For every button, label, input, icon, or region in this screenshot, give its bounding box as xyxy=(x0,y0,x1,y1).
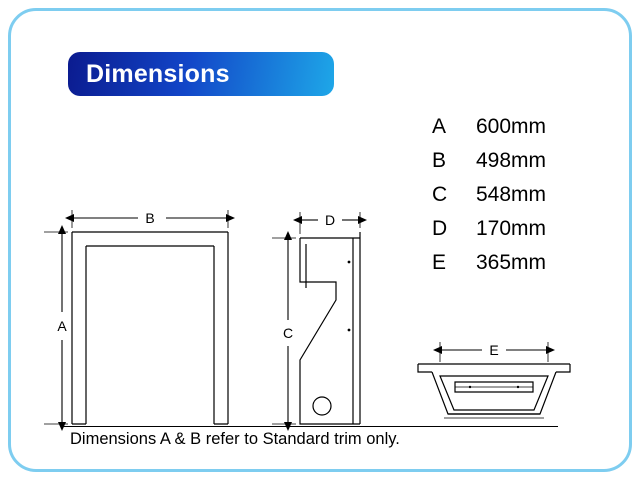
front-view-drawing xyxy=(44,210,228,424)
caption-text: Dimensions A & B refer to Standard trim only. xyxy=(70,430,400,448)
legend-key: B xyxy=(432,149,447,172)
legend-value: 548mm xyxy=(476,183,547,206)
side-depth-label: D xyxy=(324,212,336,228)
legend-key: A xyxy=(432,115,447,138)
front-width-label: B xyxy=(145,210,155,226)
side-height-label: C xyxy=(282,325,294,341)
page-title: Dimensions xyxy=(86,60,230,88)
legend-value: 365mm xyxy=(476,251,547,274)
caption-divider xyxy=(62,426,558,427)
legend-key: C xyxy=(432,183,448,206)
legend-value: 498mm xyxy=(476,149,547,172)
side-view-drawing xyxy=(272,212,360,424)
legend-value: 170mm xyxy=(476,217,547,240)
front-height-label: A xyxy=(57,318,67,334)
legend-key: D xyxy=(432,217,448,240)
plan-width-label: E xyxy=(489,342,499,358)
legend-key: E xyxy=(432,251,447,274)
legend-value: 600mm xyxy=(476,115,547,138)
